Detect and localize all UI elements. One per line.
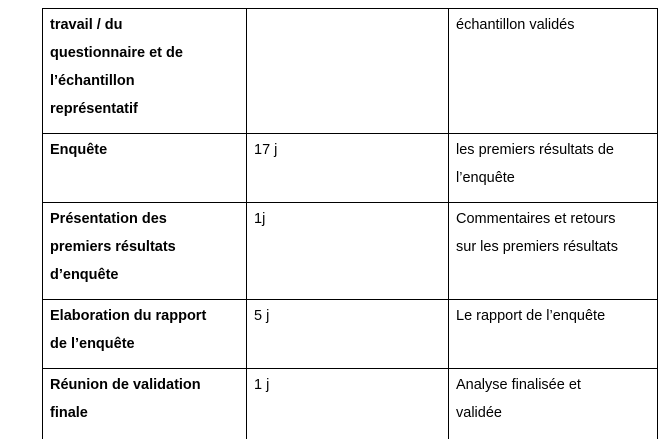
deliverable-line: Commentaires et retours [456, 211, 616, 227]
task-line: d’enquête [50, 267, 119, 283]
table-row [43, 300, 658, 369]
task-line: Enquête [50, 142, 108, 158]
task-line: finale [50, 405, 88, 421]
table-row [43, 9, 658, 134]
deliverable-cell [449, 9, 658, 134]
duration-cell: 5 j [247, 300, 449, 369]
task-cell [43, 134, 247, 203]
table-row [43, 203, 658, 300]
task-cell [43, 300, 247, 369]
duration-cell: 1j [247, 203, 449, 300]
task-cell [43, 369, 247, 439]
task-line: représentatif [50, 101, 138, 117]
task-line: Elaboration du rapport [50, 308, 207, 324]
deliverable-cell [449, 134, 658, 203]
task-cell [43, 9, 247, 134]
task-line: questionnaire et de [50, 45, 183, 61]
table-row [43, 134, 658, 203]
deliverable-line: les premiers résultats de [456, 142, 614, 158]
deliverable-line: l’enquête [456, 170, 515, 186]
deliverable-cell [449, 369, 658, 439]
deliverable-line: échantillon validés [456, 17, 575, 33]
duration-cell: 1 j [247, 369, 449, 439]
task-line: travail / du [50, 17, 123, 33]
task-line: Réunion de validation [50, 377, 201, 393]
task-line: l’échantillon [50, 73, 135, 89]
planning-table [42, 8, 658, 439]
task-cell [43, 203, 247, 300]
duration-cell [247, 9, 449, 134]
deliverable-line: Le rapport de l’enquête [456, 308, 606, 324]
deliverable-cell [449, 203, 658, 300]
duration-cell: 17 j [247, 134, 449, 203]
deliverable-line: Analyse finalisée et [456, 377, 581, 393]
task-line: de l’enquête [50, 336, 135, 352]
deliverable-line: validée [456, 405, 502, 421]
task-line: premiers résultats [50, 239, 176, 255]
deliverable-line: sur les premiers résultats [456, 239, 618, 255]
deliverable-cell [449, 300, 658, 369]
task-line: Présentation des [50, 211, 167, 227]
table-row [43, 369, 658, 439]
